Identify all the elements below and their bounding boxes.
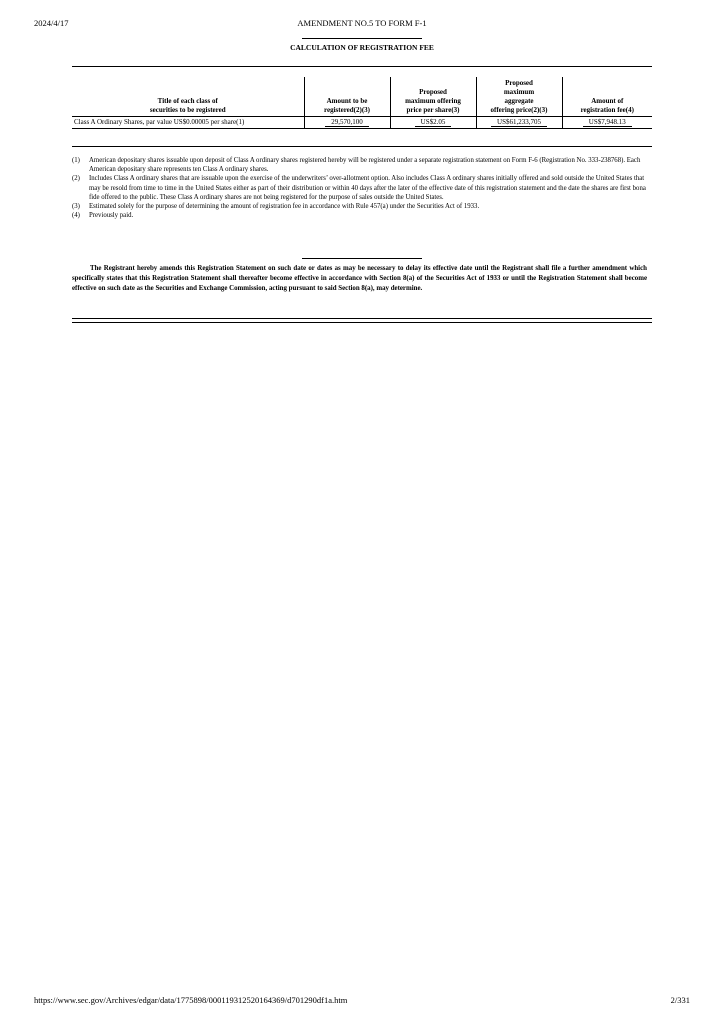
bottom-double-rule-2 <box>72 322 652 323</box>
fee-table-caption: CALCULATION OF REGISTRATION FEE <box>290 43 434 52</box>
table-top-rule <box>72 66 652 67</box>
security-title-cell: Class A Ordinary Shares, par value US$0.00005 per share(1) <box>72 117 304 129</box>
footnote: (3) Estimated solely for the purpose of determining the amount of registration fee in accordance with Rule 457(a) under the Securities Act of 1933. <box>72 203 480 211</box>
footnotes <box>72 156 654 220</box>
header-amount-registered: Amount to be registered(2)(3) <box>304 77 390 117</box>
registration-fee-cell: US$7,948.13 <box>562 117 652 129</box>
table-row <box>72 117 652 129</box>
registration-fee-table <box>72 77 652 129</box>
source-url[interactable]: https://www.sec.gov/Archives/edgar/data/1775898/000119312520164369/d701290df1a.htm <box>34 995 348 1005</box>
footnote: (1) American depositary shares issuable upon deposit of Class A ordinary shares registered hereby will be registered under a separate registration statement on Form F-6 (Registration No. 333-238768). Each American depositary share represents ten Class A ordinary shares. <box>72 157 641 174</box>
header-registration-fee: Amount of registration fee(4) <box>562 77 652 117</box>
header-aggregate-price: Proposed maximum aggregate offering price(2)(3) <box>476 77 562 117</box>
delaying-amendment-statement: The Registrant hereby amends this Registration Statement on such date or dates as may be necessary to delay its effective date until the Registrant shall file a further amendment which specifically states that this Registration Statement shall thereafter become effective in accordance with Section 8(a) of the Securities Act of 1933 or until the Registration Statement shall become effective on such date as the Securities and Exchange Commission, acting pursuant to said Section 8(a), may determine. <box>72 265 647 292</box>
footnote: (2) Includes Class A ordinary shares that are issuable upon the exercise of the underwriters’ over-allotment option. Also includes Class A ordinary shares initially offered and sold outside the United States that may be resold from time to time in the United States either as part of their distribution or within 40 days after the later of the effective date of this registration statement and the date the shares are first bona fide offered to the public. These Class A ordinary shares are not being registered for the purpose of sales outside the United States. <box>72 175 646 201</box>
document-title: AMENDMENT NO.5 TO FORM F-1 <box>297 18 427 28</box>
offering-price-cell: US$2.05 <box>390 117 476 129</box>
print-date: 2024/4/17 <box>34 18 69 28</box>
footnote: (4) Previously paid. <box>72 212 134 220</box>
header-security-title: Title of each class of securities to be registered <box>72 77 304 117</box>
aggregate-price-cell: US$61,233,705 <box>476 117 562 129</box>
amount-registered-cell: 29,570,100 <box>304 117 390 129</box>
table-header-row <box>72 77 652 117</box>
bottom-double-rule-1 <box>72 318 652 319</box>
table-bottom-rule <box>72 146 652 147</box>
page-number: 2/331 <box>670 995 690 1005</box>
header-max-offering-price: Proposed maximum offering price per share(3) <box>390 77 476 117</box>
statement-top-rule <box>302 258 422 259</box>
caption-top-rule <box>302 38 422 39</box>
